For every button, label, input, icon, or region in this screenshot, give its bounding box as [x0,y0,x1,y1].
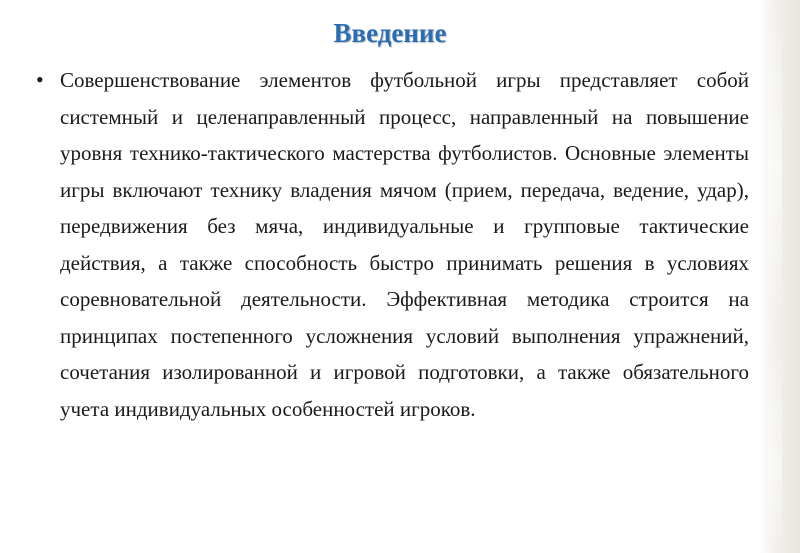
slide-title: Введение [333,18,447,48]
bullet-marker: • [36,67,44,92]
decorative-side-strip [758,0,800,553]
slide-body [36,62,749,427]
body-paragraph: Совершенствование элементов футбольной игры представляет собой системный и целенаправленный процесс, направленный на повышение уровня технико-тактического мастерства футболистов. Основные элементы игры включают технику владения мячом (прием, передача, ведение, удар), передвижения без мяча, индивидуальные и групповые тактические действия, а также способность быстро принимать решения в условиях соревновательной деятельности. Эффективная методика строится на принципах постепенного усложнения условий выполнения упражнений, сочетания изолированной и игровой подготовки, а также обязательного учета индивидуальных особенностей игроков. [60,68,749,421]
